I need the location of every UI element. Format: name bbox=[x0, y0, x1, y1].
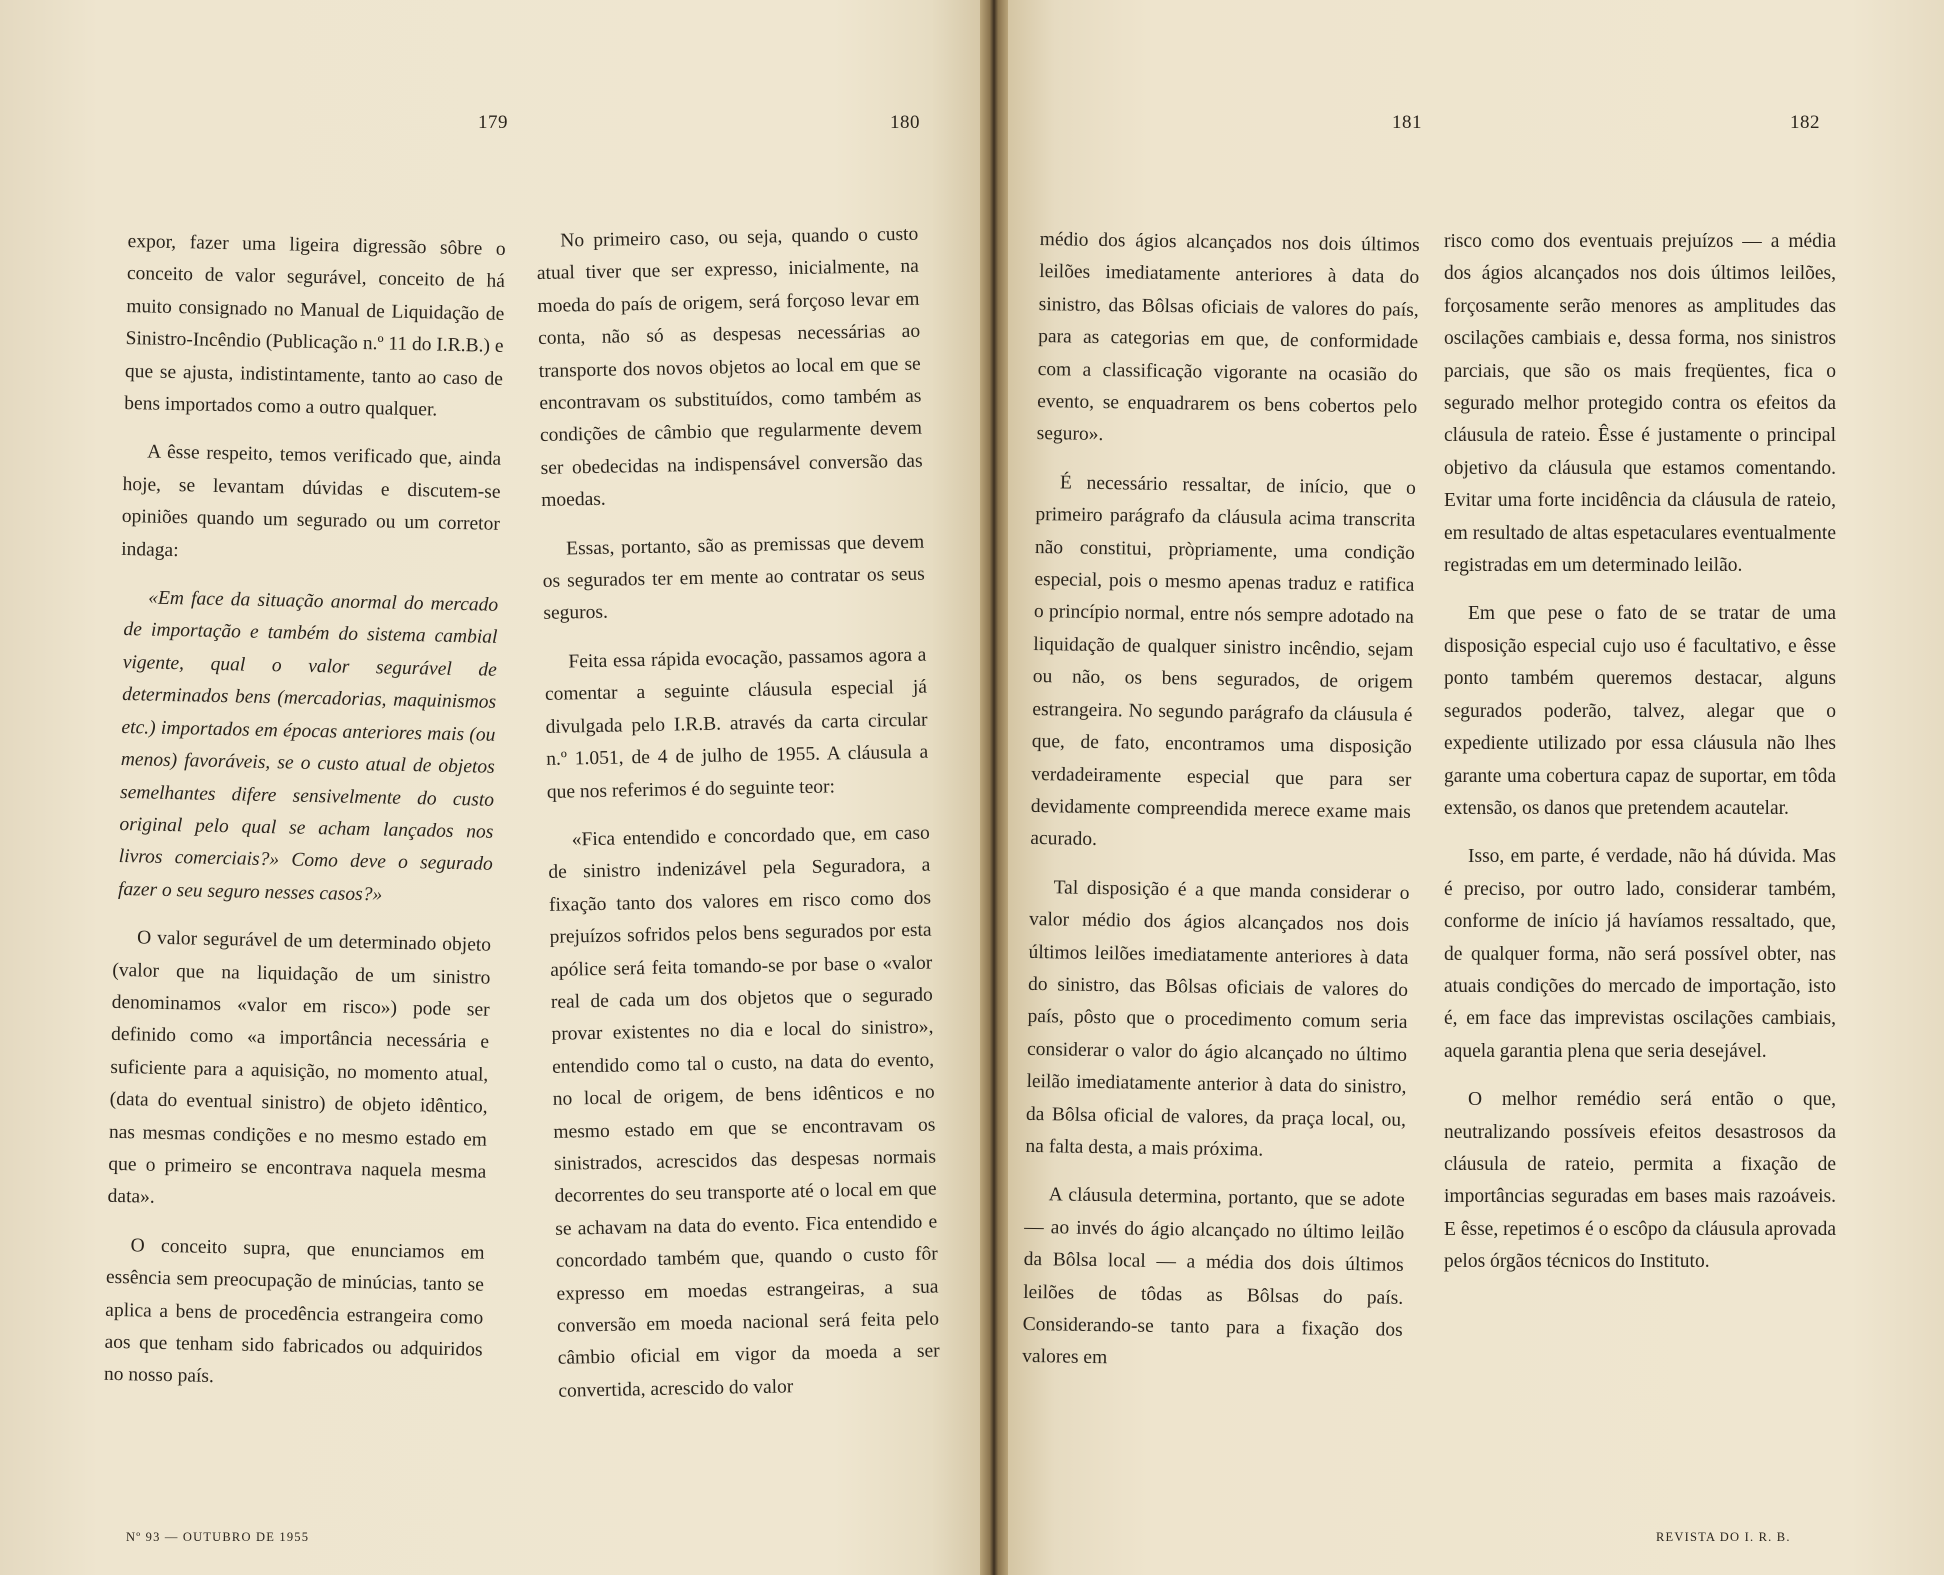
paragraph: Em que pese o fato de se tratar de uma disposição especial cujo uso é facultativo, e êsse ponto também queremos destacar, alguns segurados poderão, talvez, alegar que o expediente utilizado por essa cláusula não lhes garante uma cobertura capaz de suportar, em tôda extensão, os danos que pretendem acautelar. bbox=[1444, 603, 1836, 819]
page-number-180: 180 bbox=[890, 112, 920, 133]
page-number-182: 182 bbox=[1790, 112, 1820, 133]
paragraph: Feita essa rápida evocação, passamos agora a comentar a seguinte cláusula especial já divulgada pelo I.R.B. através da carta circular n.º 1.051, de 4 de julho de 1955. A cláusula a que nos referimos é do seguinte teor: bbox=[544, 644, 929, 803]
paragraph: É necessário ressaltar, de início, que o primeiro parágrafo da cláusula acima transcrita não constitui, pròpriamente, uma condição especial, pois o mesmo apenas traduz e ratifica o princípio normal, entre nós sempre adotado na liquidação de qualquer sinistro incêndio, sejam ou não, os bens segurados, de origem estrangeira. No segundo parágrafo da cláusula é que, de fato, encontramos uma disposição verdadeiramente especial que para ser devidamente compreendida merece exame mais acurado. bbox=[1030, 472, 1417, 851]
paragraph: A êsse respeito, temos verificado que, ainda hoje, se levantam dúvidas e discutem-se opiniões quando um segurado ou um corretor indaga: bbox=[121, 441, 502, 561]
paragraph: Essas, portanto, são as premissas que devem os segurados ter em mente ao contratar os seus seguros. bbox=[542, 531, 925, 625]
quote-paragraph: «Em face da situação anormal do mercado de importação e também do sistema cambial vigente, qual o valor segurável de determinados bens (mercadorias, maquinismos etc.) importados em épocas anteriores mais (ou menos) favoráveis, se o custo atual de objetos semelhantes difere sensivelmente do custo original pelo qual se acham lançados nos livros comerciais?» Como deve o segurado fazer o seu seguro nesses casos?» bbox=[117, 587, 499, 906]
footer-journal: REVISTA DO I. R. B. bbox=[1656, 1530, 1791, 1544]
paragraph: «Fica entendido e concordado que, em caso de sinistro indenizável pela Seguradora, a fixação tanto dos valores em risco como dos prejuízos sofridos pelos bens segurados por esta apólice será feita tomando-se por base o «valor real de cada um dos objetos que o segurado provar existentes no dia e local do sinistro», entendido como tal o custo, na data do evento, no local de origem, de bens idênticos e no mesmo estado em que se encontravam os sinistrados, acrescidos das despesas normais decorrentes do seu transporte até o local em que se achavam na data do evento. Fica entendido e concordado também que, quando o custo fôr expresso em moedas estrangeiras, a sua conversão em moeda nacional será feita pelo câmbio oficial em vigor da moeda a ser convertida, acrescido do valor bbox=[548, 822, 940, 1402]
column-180 bbox=[536, 219, 941, 1424]
page-number-179: 179 bbox=[478, 112, 508, 133]
column-182 bbox=[1444, 226, 1836, 1295]
paragraph: Isso, em parte, é verdade, não há dúvida. Mas é preciso, por outro lado, considerar também, conforme de início já havíamos ressaltado, que, de qualquer forma, não será possível obter, nas atuais condições do mercado de importação, isto é, em face das imprevistas oscilações cambiais, aquela garantia plena que seria desejável. bbox=[1444, 846, 1836, 1062]
column-181 bbox=[1022, 224, 1420, 1396]
paragraph: expor, fazer uma ligeira digressão sôbre o conceito de valor segurável, conceito de há muito consignado no Manual de Liquidação de Sinistro-Incêndio (Publicação n.º 11 do I.R.B.) e que se ajusta, indistintamente, tanto ao caso de bens importados como a outro qualquer. bbox=[124, 230, 506, 421]
paragraph: O valor segurável de um determinado objeto (valor que na liquidação de um sinistro denominamos «valor em risco») pode ser definido como «a importância necessária e suficiente para a aquisição, no momento atual, (data do eventual sinistro) de objeto idêntico, nas mesmas condições e no mesmo estado em que o primeiro se encontrava naquela mesma data». bbox=[107, 927, 492, 1209]
page-number-181: 181 bbox=[1392, 112, 1422, 133]
paragraph: risco como dos eventuais prejuízos — a média dos ágios alcançados nos dois últimos leilões, forçosamente serão menores as amplitudes das oscilações cambiais e, dessa forma, nos sinistros parciais, que são os mais freqüentes, fica o segurado melhor protegido contra os efeitos da cláusula de rateio. Êsse é justamente o principal objetivo da cláusula que estamos comentando. Evitar uma forte incidência da cláusula de rateio, em resultado de altas espetaculares eventualmente registradas em um determinado leilão. bbox=[1444, 231, 1836, 577]
footer-issue: Nº 93 — OUTUBRO DE 1955 bbox=[126, 1530, 310, 1544]
column-179 bbox=[103, 226, 506, 1415]
paragraph: O conceito supra, que enunciamos em essência sem preocupação de minúcias, tanto se aplica a bens de procedência estrangeira como aos que tenham sido fabricados ou adquiridos no nosso país. bbox=[103, 1235, 485, 1388]
paragraph: No primeiro caso, ou seja, quando o custo atual tiver que ser expresso, inicialmente, na moeda do país de origem, será forçoso levar em conta, não só as despesas necessárias ao transporte dos novos objetos ao local em que se encontravam os substituídos, como também as condições de câmbio que regularmente devem ser obedecidas na indispensável conversão das moedas. bbox=[536, 223, 923, 512]
paragraph: Tal disposição é a que manda considerar o valor médio dos ágios alcançados nos dois últimos leilões imediatamente anteriores à data do sinistro, das Bôlsas oficiais de valores do país, pôsto que o procedimento comum seria considerar o valor do ágio alcançado no último leilão imediatamente anterior à data do sinistro, da Bôlsa oficial de valores, da praça local, ou, na falta desta, a mais próxima. bbox=[1025, 877, 1410, 1161]
right-page bbox=[1008, 0, 1944, 1575]
book-gutter bbox=[980, 0, 1008, 1575]
paragraph: médio dos ágios alcançados nos dois últimos leilões imediatamente anteriores à data do sinistro, das Bôlsas oficiais de valores do país, para as categorias em que, de conformidade com a classificação vigorante na ocasião do evento, se enquadrarem os bens cobertos pelo seguro». bbox=[1036, 228, 1420, 446]
paragraph: O melhor remédio será então o que, neutralizando possíveis efeitos desastrosos da cláusula de rateio, permita a fixação de importâncias seguradas em bases mais razoáveis. E êsse, repetimos é o escôpo da cláusula aprovada pelos órgãos técnicos do Instituto. bbox=[1444, 1089, 1836, 1273]
paragraph: A cláusula determina, portanto, que se adote — ao invés do ágio alcançado no último leilão da Bôlsa local — a média dos dois últimos leilões de tôdas as Bôlsas do país. Considerando-se tanto para a fixação dos valores em bbox=[1022, 1184, 1405, 1369]
